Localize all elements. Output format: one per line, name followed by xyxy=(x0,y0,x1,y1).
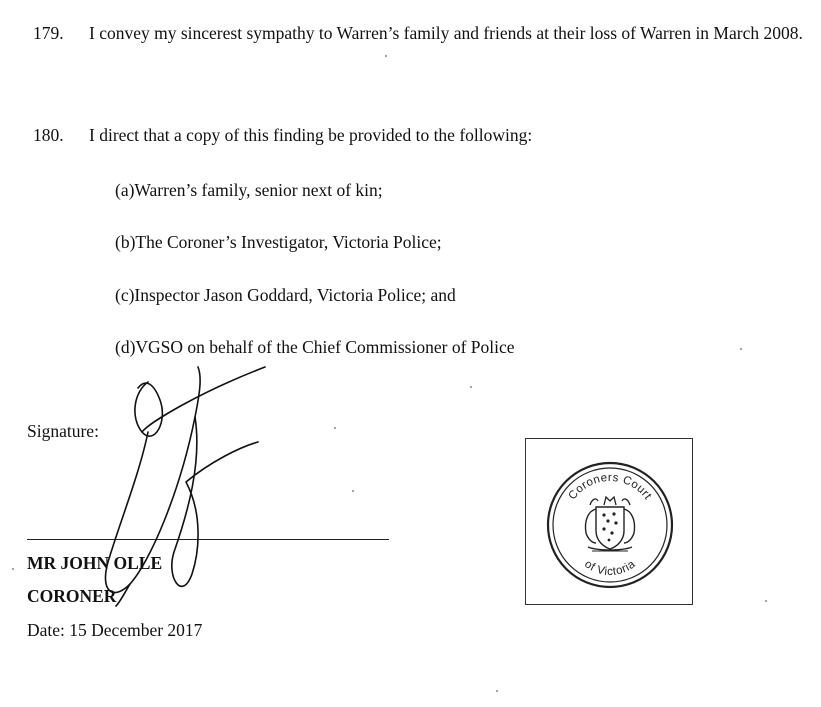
scan-speck xyxy=(385,55,387,57)
paragraph-179 xyxy=(33,20,813,80)
signature-line xyxy=(27,539,389,540)
scan-speck xyxy=(765,600,767,602)
scan-speck xyxy=(740,348,742,350)
recipient-item: (d)VGSO on behalf of the Chief Commissioner of Police xyxy=(115,337,515,357)
signature-date: Date: 15 December 2017 xyxy=(27,620,203,640)
scan-speck xyxy=(334,427,336,429)
paragraph-text: I convey my sincerest sympathy to Warren’s family and friends at their loss of Warren in March 2008. xyxy=(89,23,803,43)
court-seal-stamp xyxy=(525,438,693,605)
recipient-item: (b)The Coroner’s Investigator, Victoria Police; xyxy=(115,232,442,252)
svg-text:of Victoria xyxy=(582,558,638,578)
scan-speck xyxy=(470,386,472,388)
coroner-name: MR JOHN OLLE xyxy=(27,553,163,573)
paragraph-text: I direct that a copy of this finding be provided to the following: xyxy=(89,125,533,145)
recipient-item: (a)Warren’s family, senior next of kin; xyxy=(115,180,383,200)
coroner-title: CORONER xyxy=(27,586,117,606)
court-seal-emblem xyxy=(526,439,694,606)
paragraph-180 xyxy=(33,122,813,152)
scan-speck xyxy=(352,490,354,492)
recipient-item: (c)Inspector Jason Goddard, Victoria Police; and xyxy=(115,285,456,305)
scan-speck xyxy=(12,568,14,570)
coat-of-arms-icon xyxy=(585,497,634,551)
scan-speck xyxy=(496,690,498,692)
signature-label: Signature: xyxy=(27,421,99,441)
paragraph-number: 180. xyxy=(33,125,64,145)
seal-top-text: Coroners Court xyxy=(566,471,654,503)
paragraph-number: 179. xyxy=(33,23,64,43)
seal-bottom-text: of Victoria xyxy=(582,558,638,579)
